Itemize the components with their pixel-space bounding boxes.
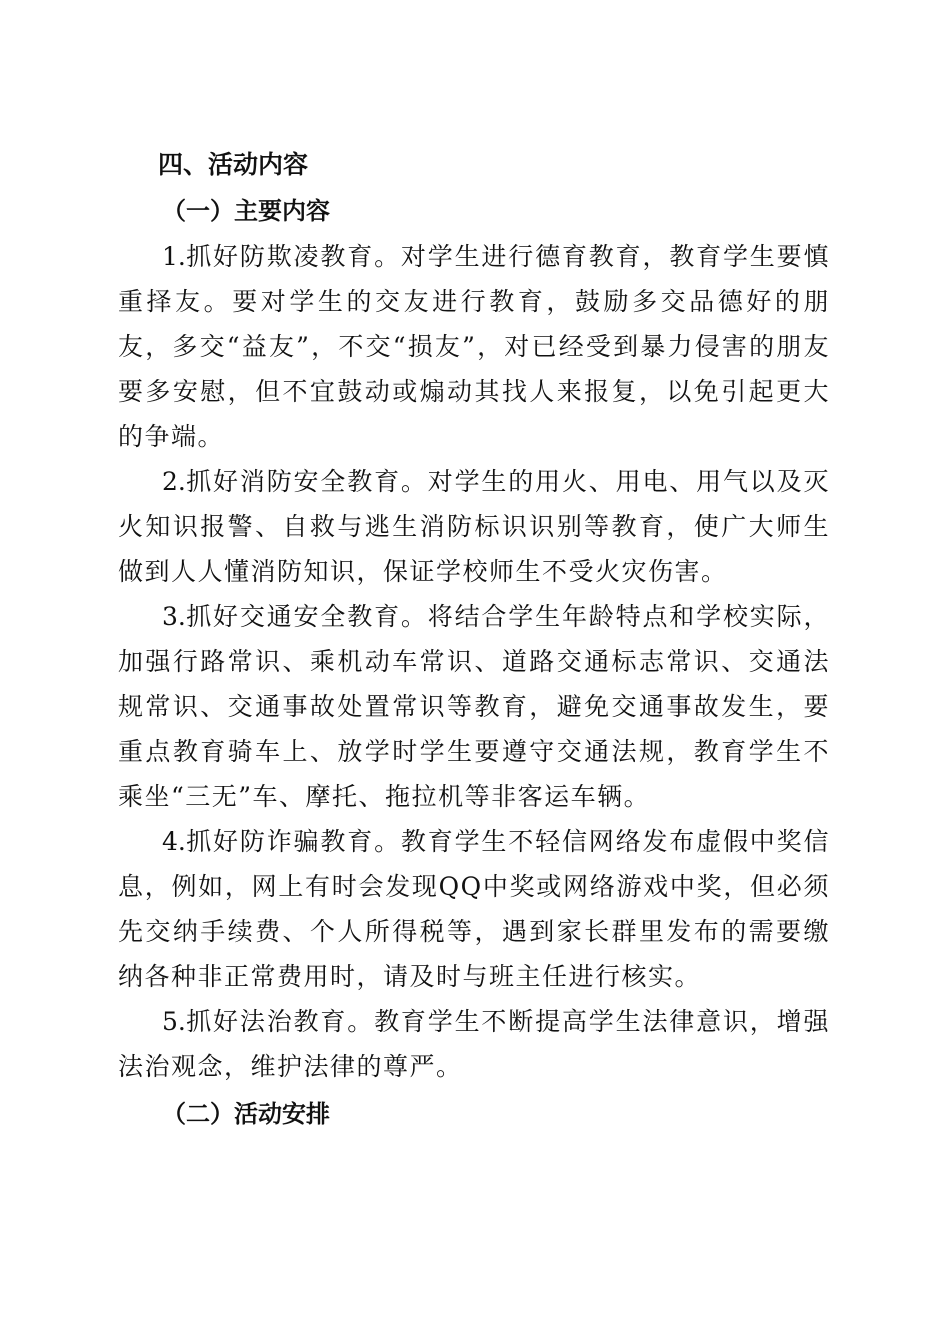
paragraph-5 (118, 999, 830, 1089)
document-body (118, 142, 830, 1137)
paragraph-text: 抓好法治教育。教育学生不断提高学生法律意识，增强法治观念，维护法律的尊严。 (118, 1007, 830, 1081)
paragraph-text: 抓好消防安全教育。对学生的用火、用电、用气以及灭火知识报警、自救与逃生消防标识识别等教育，使广大师生做到人人懂消防知识，保证学校师生不受火灾伤害。 (118, 467, 830, 586)
paragraph-1 (118, 234, 830, 459)
paragraph-number: 5. (162, 1007, 186, 1036)
paragraph-number: 2. (162, 467, 186, 496)
paragraph-number: 4. (162, 827, 186, 856)
paragraph-text: 抓好防欺凌教育。对学生进行德育教育，教育学生要慎重择友。要对学生的交友进行教育，鼓励多交品德好的朋友，多交“益友”，不交“损友”，对已经受到暴力侵害的朋友要多安慰，但不宜鼓动或煽动其找人来报复，以免引起更大的争端。 (118, 242, 830, 451)
paragraph-text: 抓好防诈骗教育。教育学生不轻信网络发布虚假中奖信息，例如，网上有时会发现QQ中奖或网络游戏中奖，但必须先交纳手续费、个人所得税等，遇到家长群里发布的需要缴纳各种非正常费用时，请及时与班主任进行核实。 (118, 827, 830, 991)
paragraph-4 (118, 819, 830, 999)
paragraph-number: 1. (162, 242, 186, 271)
paragraph-text: 抓好交通安全教育。将结合学生年龄特点和学校实际，加强行路常识、乘机动车常识、道路交通标志常识、交通法规常识、交通事故处置常识等教育，避免交通事故发生，要重点教育骑车上、放学时学生要遵守交通法规，教育学生不乘坐“三无”车、摩托、拖拉机等非客运车辆。 (118, 602, 830, 811)
paragraph-3 (118, 594, 830, 819)
paragraph-number: 3. (162, 602, 186, 631)
section-heading: 四、活动内容 (158, 150, 309, 179)
paragraph-2 (118, 459, 830, 594)
subheading-main-content: （一）主要内容 (162, 196, 330, 225)
subheading-activity-arrangement: （二）活动安排 (162, 1099, 330, 1128)
